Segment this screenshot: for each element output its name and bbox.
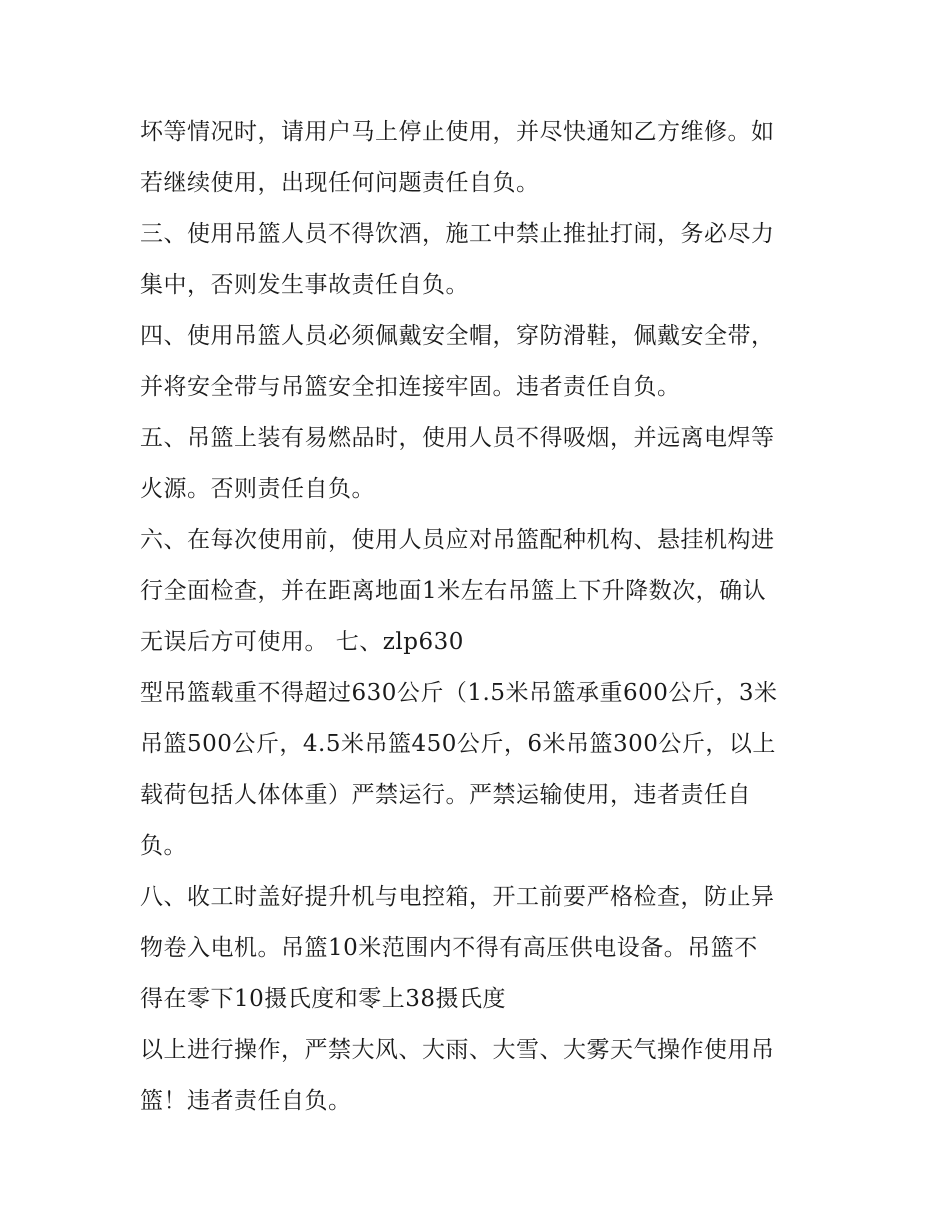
text-line: 物卷入电机。吊篮10米范围内不得有高压供电设备。吊篮不 xyxy=(140,935,758,961)
text-line: 行全面检查，并在距离地面1米左右吊篮上下升降数次，确认 xyxy=(140,578,767,604)
text-line: 型吊篮载重不得超过630公斤（1.5米吊篮承重600公斤，3米 xyxy=(140,680,778,706)
text-line: 三、使用吊篮人员不得饮酒，施工中禁止推扯打闹，务必尽力 xyxy=(140,221,775,247)
text-line: 并将安全带与吊篮安全扣连接牢固。违者责任自负。 xyxy=(140,374,681,400)
text-line: 八、收工时盖好提升机与电控箱，开工前要严格检查，防止异 xyxy=(140,884,775,910)
text-line: 以上进行操作，严禁大风、大雨、大雪、大雾天气操作使用吊 xyxy=(140,1037,775,1063)
text-line: 载荷包括人体体重）严禁运行。严禁运输使用，违者责任自 xyxy=(140,782,751,808)
text-line: 六、在每次使用前，使用人员应对吊篮配种机构、悬挂机构进 xyxy=(140,527,775,553)
text-line: 得在零下10摄氏度和零上38摄氏度 xyxy=(140,986,507,1012)
text-line: 负。 xyxy=(140,833,187,859)
text-line: 吊篮500公斤，4.5米吊篮450公斤，6米吊篮300公斤，以上 xyxy=(140,731,776,757)
text-line: 集中，否则发生事故责任自负。 xyxy=(140,272,469,298)
text-line: 五、吊篮上装有易燃品时，使用人员不得吸烟，并远离电焊等 xyxy=(140,425,775,451)
text-line: 篮！违者责任自负。 xyxy=(140,1088,352,1114)
text-line: 无误后方可使用。 七、zlp630 xyxy=(140,629,464,655)
text-line: 火源。否则责任自负。 xyxy=(140,476,375,502)
text-line: 四、使用吊篮人员必须佩戴安全帽，穿防滑鞋，佩戴安全带， xyxy=(140,323,775,349)
text-line: 坏等情况时，请用户马上停止使用，并尽快通知乙方维修。如 xyxy=(140,119,775,145)
text-line: 若继续使用，出现任何问题责任自负。 xyxy=(140,170,540,196)
document-body xyxy=(140,107,830,1127)
